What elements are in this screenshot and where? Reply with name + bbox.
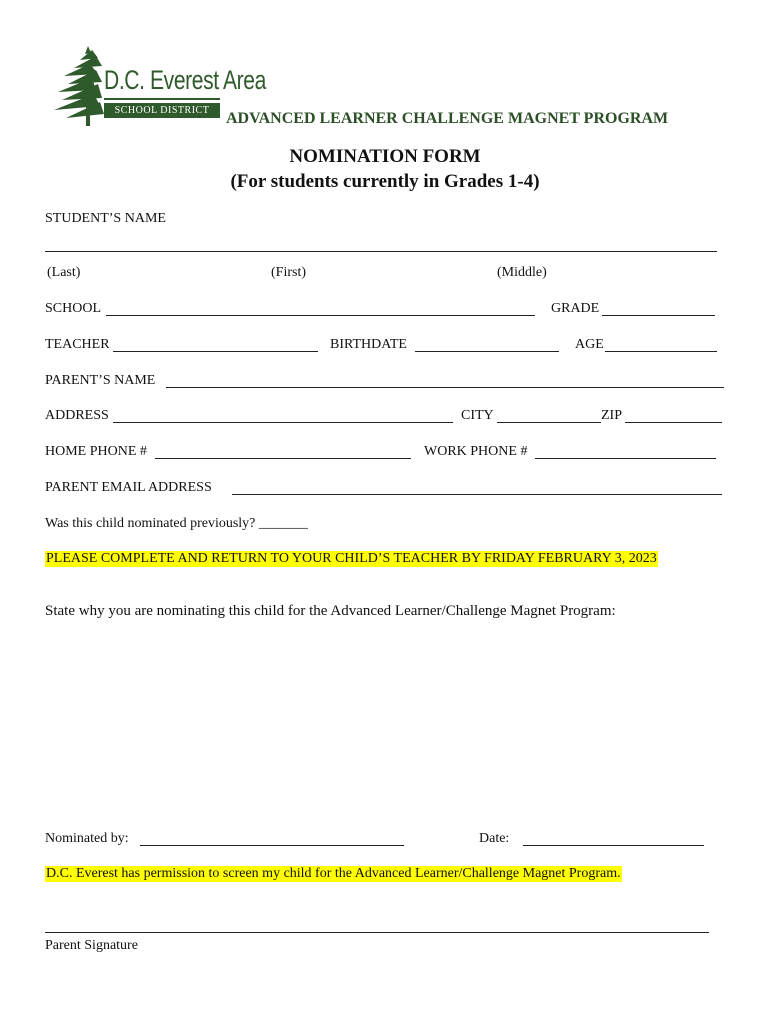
age-label: AGE <box>575 337 604 352</box>
permission-statement: D.C. Everest has permission to screen my child for the Advanced Learner/Challenge Magnet Program. <box>46 866 621 881</box>
grade-line[interactable] <box>602 315 715 316</box>
school-line[interactable] <box>106 315 535 316</box>
logo-subtitle: SCHOOL DISTRICT <box>104 103 220 118</box>
age-line[interactable] <box>605 351 717 352</box>
parent-name-line[interactable] <box>166 387 724 388</box>
form-subtitle: (For students currently in Grades 1-4) <box>230 171 540 192</box>
home-phone-label: HOME PHONE # <box>45 444 147 459</box>
city-line[interactable] <box>497 422 601 423</box>
program-title: ADVANCED LEARNER CHALLENGE MAGNET PROGRAM <box>226 110 669 127</box>
parent-signature-line[interactable] <box>45 932 709 933</box>
parent-name-label: PARENT’S NAME <box>45 373 156 388</box>
work-phone-line[interactable] <box>535 458 716 459</box>
district-logo <box>52 44 266 126</box>
nominated-by-line[interactable] <box>140 845 404 846</box>
nominated-by-label: Nominated by: <box>45 831 129 846</box>
reason-prompt: State why you are nominating this child for the Advanced Learner/Challenge Magnet Program: <box>45 603 616 619</box>
middle-label: (Middle) <box>497 265 547 280</box>
zip-line[interactable] <box>625 422 722 423</box>
first-label: (First) <box>271 265 306 280</box>
birthdate-line[interactable] <box>415 351 559 352</box>
parent-signature-label: Parent Signature <box>45 938 138 953</box>
birthdate-label: BIRTHDATE <box>330 337 407 352</box>
home-phone-line[interactable] <box>155 458 411 459</box>
address-label: ADDRESS <box>45 408 109 423</box>
grade-label: GRADE <box>551 301 600 316</box>
zip-label: ZIP <box>601 408 622 423</box>
date-line[interactable] <box>523 845 704 846</box>
nominated-previously: Was this child nominated previously? _______ <box>45 516 308 531</box>
address-line[interactable] <box>113 422 453 423</box>
teacher-label: TEACHER <box>45 337 110 352</box>
parent-email-line[interactable] <box>232 494 722 495</box>
date-label: Date: <box>479 831 510 846</box>
student-name-line[interactable] <box>45 251 717 252</box>
pine-tree-icon <box>52 44 108 126</box>
work-phone-label: WORK PHONE # <box>424 444 528 459</box>
form-title: NOMINATION FORM <box>289 146 481 167</box>
reason-answer-area[interactable] <box>45 628 717 818</box>
school-label: SCHOOL <box>45 301 102 316</box>
city-label: CITY <box>461 408 494 423</box>
last-label: (Last) <box>47 265 81 280</box>
logo-rule <box>104 98 220 100</box>
parent-email-label: PARENT EMAIL ADDRESS <box>45 480 212 495</box>
student-name-label: STUDENT’S NAME <box>45 211 166 226</box>
logo-district-name: D.C. Everest Area <box>104 65 266 95</box>
return-notice: PLEASE COMPLETE AND RETURN TO YOUR CHILD’S TEACHER BY FRIDAY FEBRUARY 3, 2023 <box>46 551 657 566</box>
teacher-line[interactable] <box>113 351 318 352</box>
